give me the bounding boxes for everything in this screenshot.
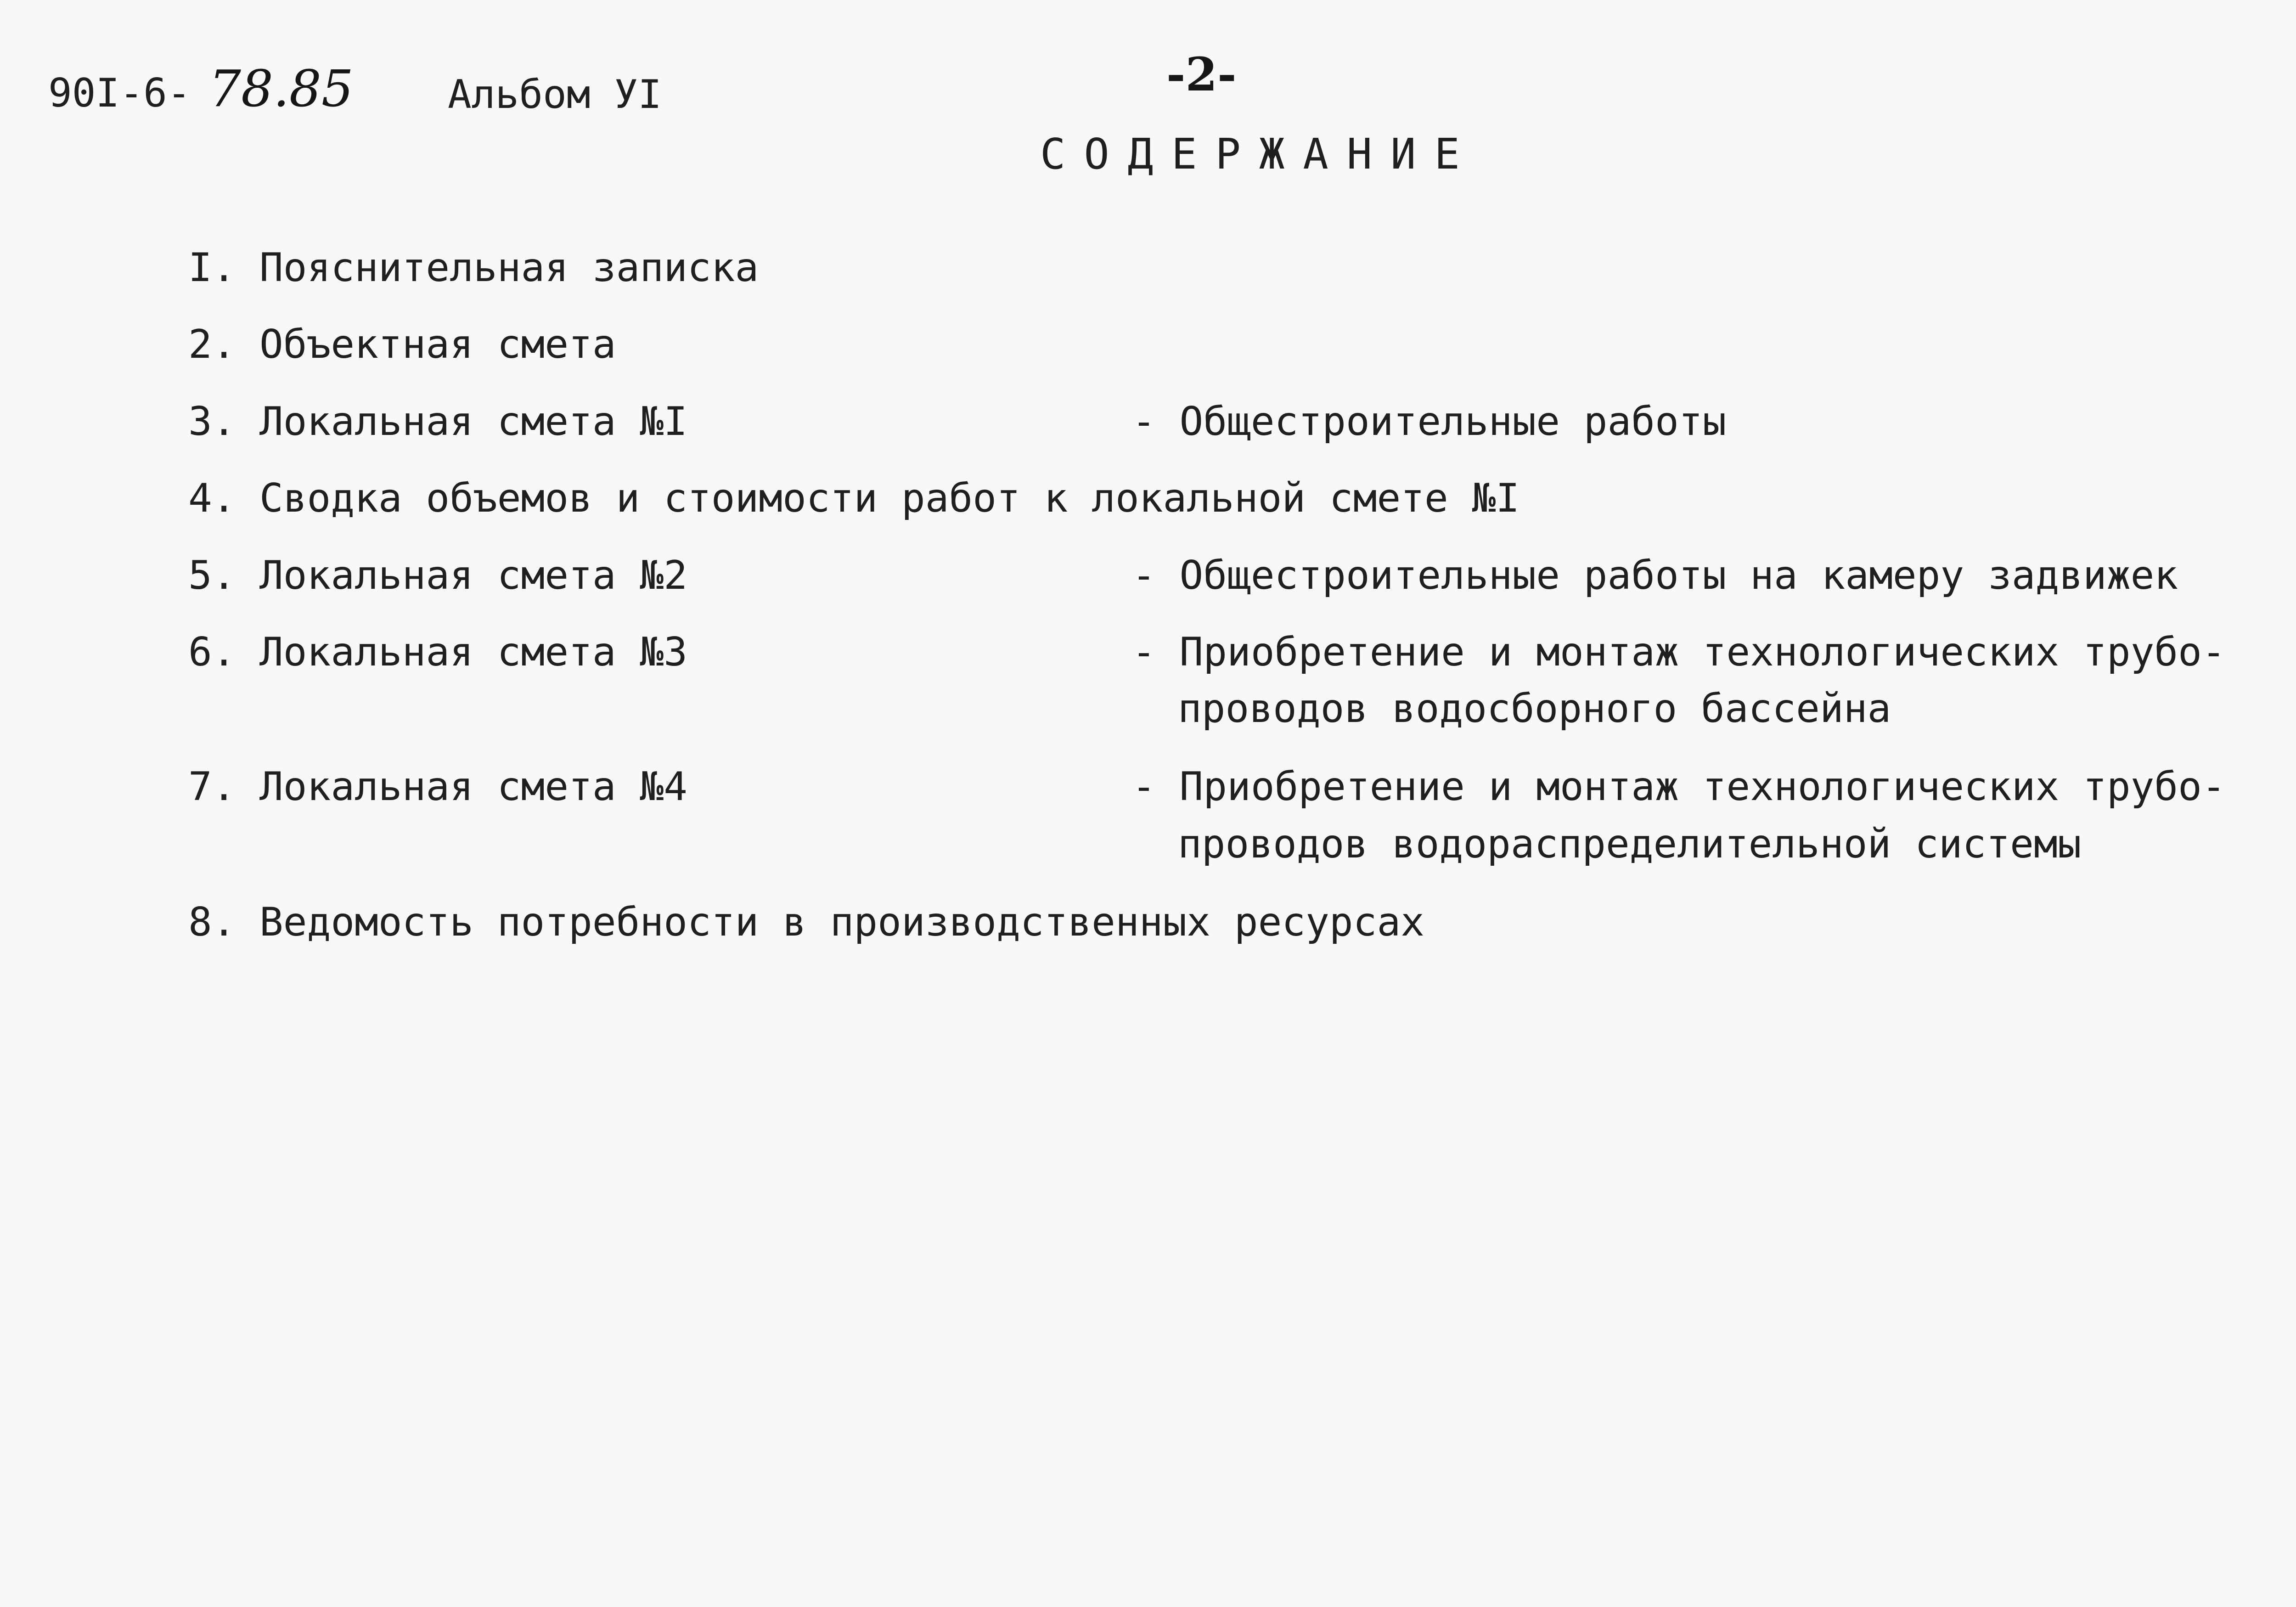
document-code: 90I-6- <box>48 70 191 116</box>
toc-item-number: 2. <box>188 321 236 367</box>
toc-item-number: 5. <box>188 553 236 598</box>
toc-item-number: 4. <box>188 475 236 521</box>
toc-item-title: Локальная смета №I <box>259 399 687 445</box>
toc-item-title: Сводка объемов и стоимости работ к локальной смете №I <box>259 475 1520 521</box>
toc-item-title: Локальная смета №3 <box>259 629 687 675</box>
toc-item-number: 3. <box>188 399 236 445</box>
album-label: Альбом УI <box>448 72 662 118</box>
toc-item-title: Пояснительная записка <box>259 245 759 291</box>
toc-item-description: - Приобретение и монтаж технологических трубо- <box>1132 629 2226 675</box>
page-title: СОДЕРЖАНИЕ <box>1040 130 1478 179</box>
toc-item-number: I. <box>188 245 236 291</box>
toc-item-number: 6. <box>188 629 236 675</box>
toc-item-description: - Приобретение и монтаж технологических трубо- <box>1132 764 2226 810</box>
toc-item-title: Локальная смета №2 <box>259 553 687 598</box>
toc-item-number: 8. <box>188 899 236 945</box>
toc-item-number: 7. <box>188 764 236 810</box>
document-code-handwritten: 78.85 <box>209 59 354 118</box>
page-number: -2- <box>1166 47 1237 101</box>
toc-item-title: Ведомость потребности в производственных ресурсах <box>259 899 1425 945</box>
toc-item-title: Объектная смета <box>259 321 616 367</box>
toc-item-title: Локальная смета №4 <box>259 764 687 810</box>
toc-item-description: - Общестроительные работы <box>1132 399 1727 445</box>
toc-item-description-continued: проводов водораспределительной системы <box>1178 821 2082 867</box>
toc-item-description-continued: проводов водосборного бассейна <box>1178 686 1891 732</box>
toc-item-description: - Общестроительные работы на камеру задвижек <box>1132 553 2178 598</box>
